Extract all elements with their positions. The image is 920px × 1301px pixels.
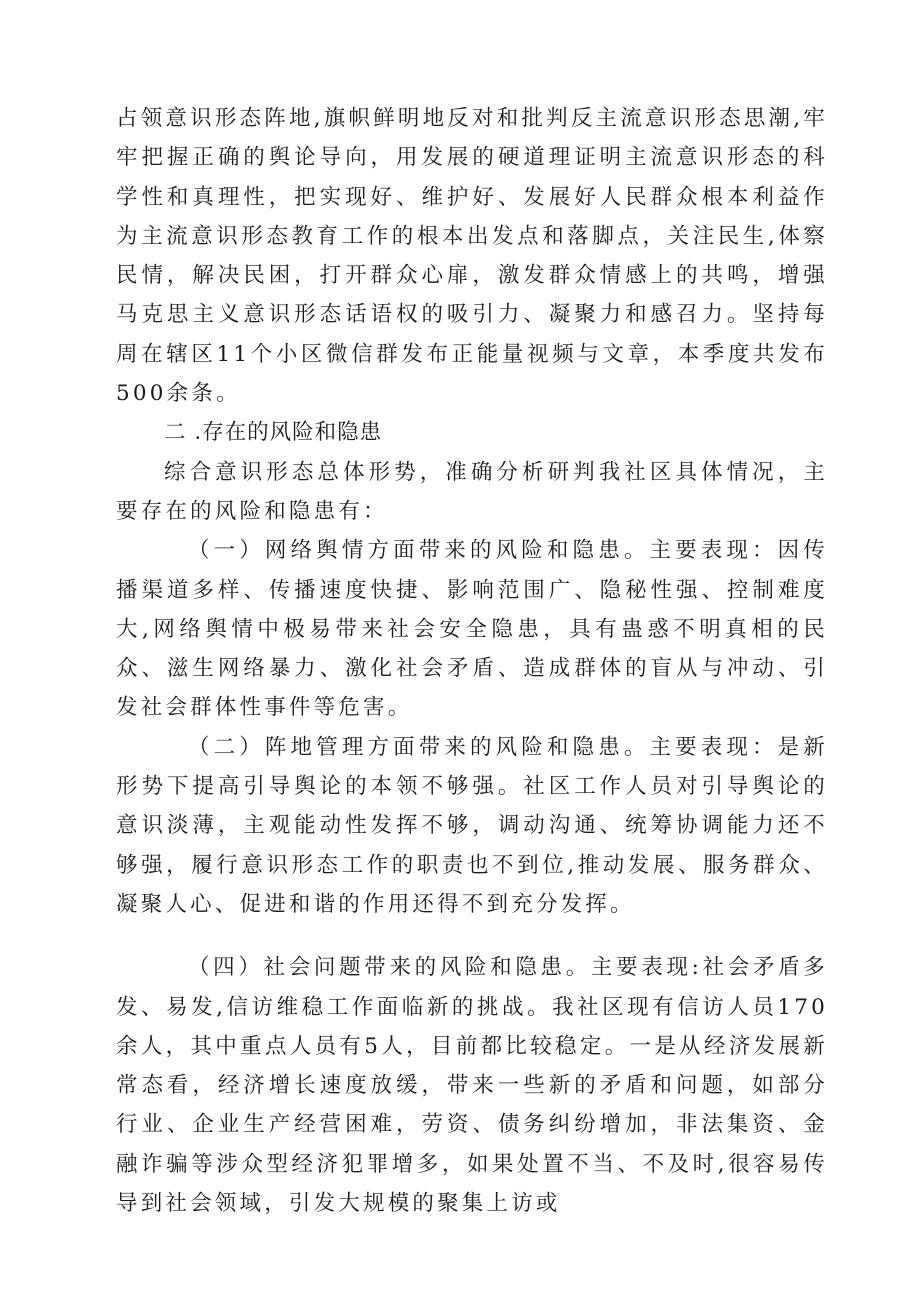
- paragraph-risk-overview: 综合意识形态总体形势，准确分析研判我社区具体情况，主要存在的风险和隐患有：: [116, 459, 828, 524]
- section-heading-risks: 二 .存在的风险和隐患: [164, 420, 383, 446]
- paragraph-gap: [116, 924, 828, 948]
- paragraph-social-problem-risk: （四）社会问题带来的风险和隐患。主要表现:社会矛盾多发、易发,信访维稳工作面临新的挑战。我社区现有信访人员170余人，其中重点人员有5人，目前都比较稳定。一是从经济发展新常态看，经济增长速度放缓，带来一些新的矛盾和问题，如部分行业、企业生产经营困难，劳资、债务纠纷增加，非法集资、金融诈骗等涉众型经济犯罪增多，如果处置不当、不及时,很容易传导到社会领域，引发大规模的聚集上访或: [116, 955, 828, 1217]
- paragraph-network-opinion-risk: （一）网络舆情方面带来的风险和隐患。主要表现：因传播渠道多样、传播速度快捷、影响范围广、隐秘性强、控制难度大,网络舆情中极易带来社会安全隐患，具有蛊惑不明真相的民众、滋生网络暴力、激化社会矛盾、造成群体的盲从与冲动、引发社会群体性事件等危害。: [116, 538, 828, 721]
- document-body: [116, 99, 828, 1223]
- paragraph-position-management-risk: （二）阵地管理方面带来的风险和隐患。主要表现：是新形势下提高引导舆论的本领不够强。社区工作人员对引导舆论的意识淡薄，主观能动性发挥不够，调动沟通、统筹协调能力还不够强，履行意识形态工作的职责也不到位,推动发展、服务群众、凝聚人心、促进和谐的作用还得不到充分发挥。: [116, 734, 828, 917]
- paragraph-ideology-front: 占领意识形态阵地,旗帜鲜明地反对和批判反主流意识形态思潮,牢牢把握正确的舆论导向，用发展的硬道理证明主流意识形态的科学性和真理性，把实现好、维护好、发展好人民群众根本利益作为主流意识形态教育工作的根本出发点和落脚点，关注民生,体察民情，解决民困，打开群众心扉，激发群众情感上的共鸣，增强马克思主义意识形态话语权的吸引力、凝聚力和感召力。坚持每周在辖区11个小区微信群发布正能量视频与文章，本季度共发布500余条。: [116, 106, 828, 407]
